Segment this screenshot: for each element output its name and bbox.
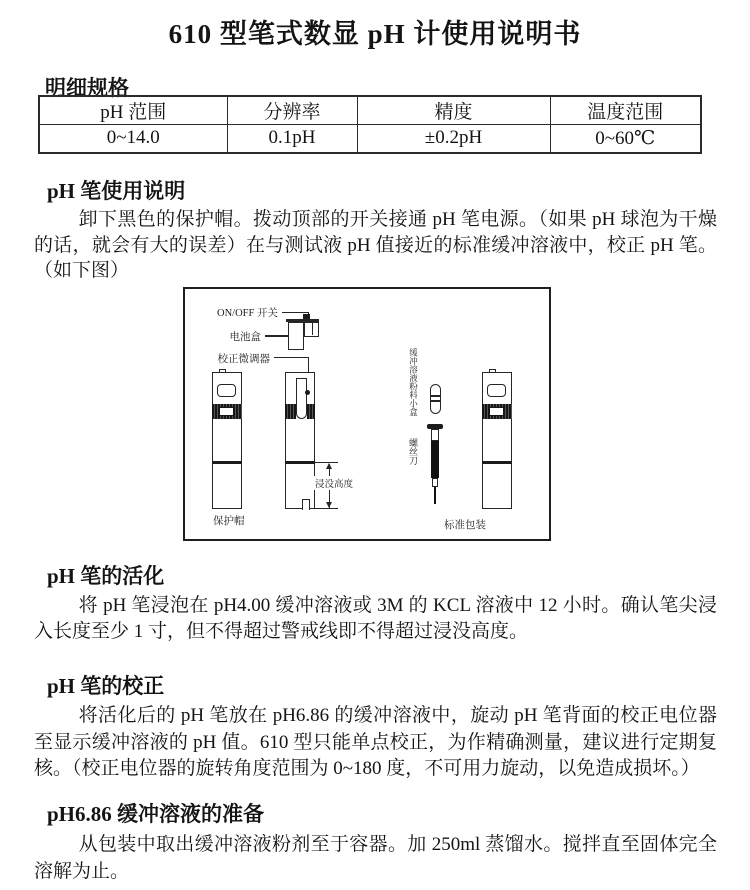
- lcd-display-window: [217, 384, 236, 397]
- specs-col-resolution: 分辨率: [227, 96, 357, 125]
- trimmer-slot-shape: [296, 378, 307, 419]
- activation-heading: pH 笔的活化: [47, 564, 165, 588]
- dim-arrow-up-icon: [326, 463, 332, 469]
- trimmer-connector-line: [274, 357, 309, 359]
- capsule-line: [431, 395, 440, 397]
- pen-top-nub: [219, 369, 226, 373]
- protective-cap-label: 保护帽: [213, 516, 245, 527]
- screwdriver-grip: [431, 441, 439, 478]
- on-off-switch-label: ON/OFF 开关: [217, 308, 278, 319]
- pen-dark-band-right: [307, 404, 315, 419]
- pen-front-left: [212, 372, 242, 509]
- battery-box-shape: [288, 322, 304, 350]
- cap-divider-line: [212, 461, 242, 464]
- screwdriver-ferrule: [432, 478, 438, 487]
- buffer-prep-heading: pH6.86 缓冲溶液的准备: [47, 802, 265, 826]
- pen-front-right: [482, 372, 512, 509]
- calibration-trimmer-label: 校正微调器: [217, 354, 270, 365]
- lcd-display-window: [487, 384, 506, 397]
- capsule-line: [431, 400, 440, 402]
- screwdriver-shape: [427, 424, 443, 506]
- pen-back-middle: [285, 372, 315, 509]
- pen-dark-band-left: [285, 404, 296, 419]
- specs-col-ph-range: pH 范围: [39, 96, 227, 125]
- buffer-powder-capsule-shape: [430, 384, 441, 414]
- band-button-window: [489, 407, 504, 416]
- screwdriver-shaft: [434, 487, 437, 504]
- buffer-powder-box-label: 缓冲溶液粉料小盒: [408, 348, 419, 416]
- screwdriver-neck: [431, 429, 439, 441]
- specs-table-header-row: [39, 96, 701, 125]
- battery-connector-line: [265, 335, 288, 337]
- specs-table-value-row: [39, 125, 701, 153]
- specs-table: [38, 95, 702, 154]
- calibration-paragraph: 将活化后的 pH 笔放在 pH6.86 的缓冲溶液中，旋动 pH 笔背面的校正电位器至显示缓冲溶液的 pH 值。610 型只能单点校正，为作精确测量，建议进行定期复核。（校正电位器的旋转角度范围为 0~180 度，不可用力旋动，以免造成损坏。）: [34, 705, 717, 779]
- band-button-window: [219, 407, 234, 416]
- specs-value-ph-range: 0~14.0: [39, 125, 227, 153]
- battery-box-label: 电池盒: [229, 332, 261, 343]
- trimmer-dot: [305, 390, 310, 395]
- usage-heading: pH 笔使用说明: [47, 179, 186, 203]
- specs-col-temp-range: 温度范围: [550, 96, 701, 125]
- calibration-heading: pH 笔的校正: [47, 674, 165, 698]
- pen-diagram: [183, 287, 551, 541]
- immersion-height-label: 浸没高度: [314, 476, 354, 490]
- specs-col-accuracy: 精度: [357, 96, 550, 125]
- specs-value-resolution: 0.1pH: [227, 125, 357, 153]
- buffer-prep-paragraph: 从包装中取出缓冲溶液粉剂至于容器。加 250ml 蒸馏水。搅拌直至固体完全溶解为止。: [34, 834, 717, 882]
- bottom-notch-shape: [302, 499, 310, 510]
- activation-paragraph: 将 pH 笔浸泡在 pH4.00 缓冲溶液或 3M 的 KCL 溶液中 12 小时。确认笔尖浸入长度至少 1 寸，但不得超过警戒线即不得超过浸没高度。: [34, 595, 717, 642]
- on-off-connector-line: [282, 312, 309, 314]
- battery-clip-shape: [304, 322, 319, 337]
- cap-divider-line: [482, 461, 512, 464]
- specs-value-temp-range: 0~60℃: [550, 125, 701, 153]
- page-title: 610 型笔式数显 pH 计使用说明书: [168, 19, 582, 49]
- pen-top-nub: [489, 369, 496, 373]
- usage-paragraph: 卸下黑色的保护帽。拨动顶部的开关接通 pH 笔电源。（如果 pH 球泡为干燥的话，就会有大的误差）在与测试液 pH 值接近的标准缓冲溶液中，校正 pH 笔。（如下图）: [34, 209, 717, 281]
- specs-heading: 明细规格: [45, 76, 129, 100]
- battery-clip-divider: [312, 323, 313, 335]
- standard-package-label: 标准包装: [444, 520, 486, 531]
- screwdriver-label: 螺丝刀: [408, 438, 418, 465]
- cap-divider-line: [285, 461, 315, 464]
- specs-value-accuracy: ±0.2pH: [357, 125, 550, 153]
- dim-arrow-down-icon: [326, 502, 332, 508]
